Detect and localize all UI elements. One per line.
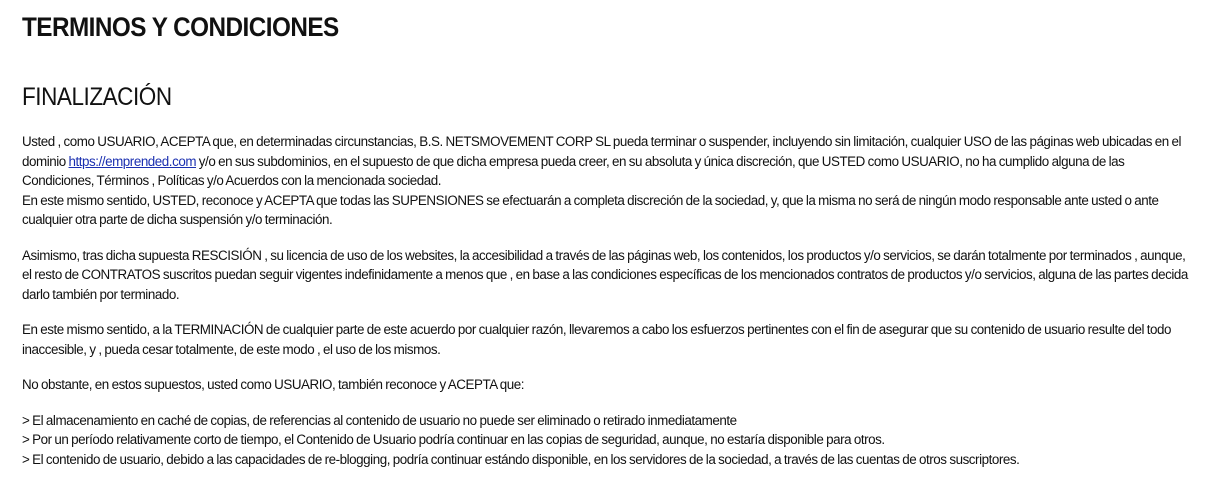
- paragraph-suspension: En este mismo sentido, USTED, reconoce y ACEPTA que todas las SUPENSIONES se efectuarán a completa discreción de la sociedad, y, que la misma no será de ningún modo responsable ante usted o ante cualquier otra parte de dicha suspensión y/o terminación.: [22, 192, 1159, 227]
- list-item: > Por un período relativamente corto de tiempo, el Contenido de Usuario podría continuar en las copias de seguridad, aunque, no estaría disponible para otros.: [22, 432, 885, 447]
- domain-link[interactable]: https://emprended.com: [68, 153, 197, 169]
- terms-content: [22, 132, 1192, 469]
- page-title: TERMINOS Y CONDICIONES: [22, 12, 339, 42]
- list-item: > El contenido de usuario, debido a las capacidades de re-blogging, podría continuar estándo disponible, en los servidores de la sociedad, a través de las cuentas de otros suscriptores.: [22, 451, 1020, 467]
- paragraph-inaccessible-content: En este mismo sentido, a la TERMINACIÓN de cualquier parte de este acuerdo por cualquier razón, llevaremos a cabo los esfuerzos pertinentes con el fin de asegurar que su contenido de usuario resulte del todo inaccesible, y , pueda cesar totalmente, de este modo , el uso de los mismos.: [22, 322, 1172, 357]
- paragraph-termination-text-1: Usted , como USUARIO, ACEPTA que, en determinadas circunstancias, B.S. NETSMOVEMENT CORP SL pueda terminar o suspender, incluyendo sin limitación, cualquier USO de las páginas web ubicadas en el dominio: [22, 134, 1182, 169]
- paragraph-acknowledgement: No obstante, en estos supuestos, usted como USUARIO, también reconoce y ACEPTA que:: [22, 377, 524, 392]
- paragraph-rescission: Asimismo, tras dicha supuesta RESCISIÓN , su licencia de uso de los websites, la accesibilidad a través de las páginas web, los contenidos, los productos y/o servicios, se darán totalmente por terminados , aunque, el resto de CONTRATOS suscritos puedan seguir vigentes indefinidamente a menos que , en base a las condiciones específicas de los mencionados contratos de productos y/o servicios, alguna de las partes decida darlo también por terminado.: [22, 247, 1188, 302]
- paragraph-termination-text-2: y/o en sus subdominios, en el supuesto de que dicha empresa pueda creer, en su absoluta y única discreción, que USTED como USUARIO, no ha cumplido alguna de las Condiciones, Términos , Políticas y/o Acuerdos con la mencionada sociedad.: [22, 153, 1125, 188]
- list-item: > El almacenamiento en caché de copias, de referencias al contenido de usuario no puede ser eliminado o retirado inmediatamente: [22, 412, 737, 428]
- terms-page: [22, 8, 1192, 469]
- section-title: FINALIZACIÓN: [22, 83, 172, 111]
- paragraph-termination: [22, 132, 1192, 191]
- acknowledgement-list: [22, 411, 1192, 470]
